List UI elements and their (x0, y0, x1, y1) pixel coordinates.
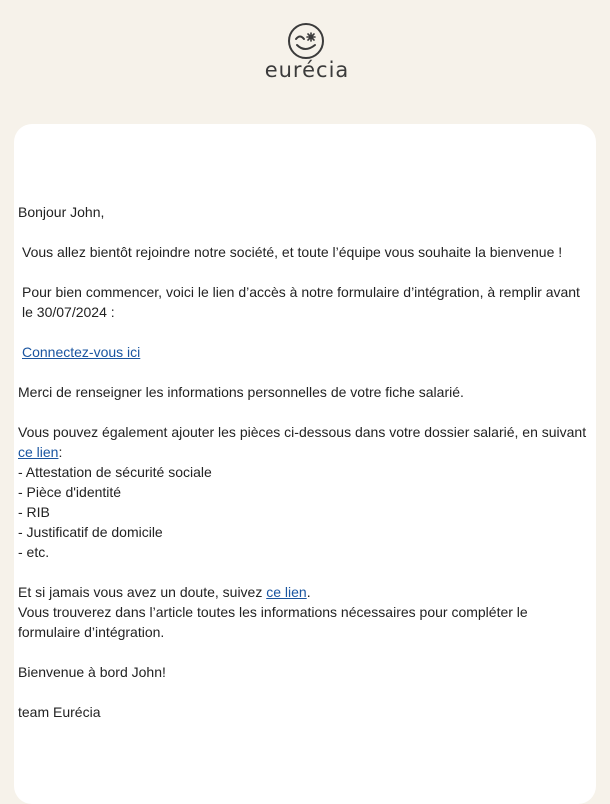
welcome-aboard: Bienvenue à bord John! (18, 664, 166, 680)
list-item: - RIB (18, 504, 50, 520)
article-info-text: Vous trouverez dans l’article toutes les informations nécessaires pour compléter le formulaire d’intégration. (18, 604, 528, 640)
eurecia-logo-icon (286, 21, 326, 61)
doubt-section (18, 582, 588, 642)
email-header (0, 0, 610, 120)
list-item: - etc. (18, 544, 50, 560)
signature: team Eurécia (18, 704, 101, 720)
brand-wordmark: eurécia (264, 58, 350, 82)
list-item: - Attestation de sécurité sociale (18, 464, 212, 480)
email-content (18, 202, 588, 742)
documents-list (18, 462, 588, 562)
greeting: Bonjour John, (18, 204, 105, 220)
welcome-message: Vous allez bientôt rejoindre notre société, et toute l’équipe vous souhaite la bienvenue ! (22, 244, 563, 260)
help-article-link[interactable]: ce lien (266, 584, 307, 600)
doubt-suffix: . (306, 584, 311, 600)
intro-message: Pour bien commencer, voici le lien d’accès à notre formulaire d’intégration, à remplir avant le 30/07/2024 : (22, 284, 580, 320)
connect-link[interactable]: Connectez-vous ici (22, 344, 141, 360)
documents-link[interactable]: ce lien (18, 444, 59, 460)
list-item: - Justificatif de domicile (18, 524, 163, 540)
documents-intro-text: Vous pouvez également ajouter les pièces ci-dessous dans votre dossier salarié, en suivant (18, 424, 587, 440)
doubt-text: Et si jamais vous avez un doute, suivez (18, 584, 267, 600)
fill-info-message: Merci de renseigner les informations personnelles de votre fiche salarié. (18, 384, 464, 400)
connect-line (18, 342, 588, 362)
documents-intro-suffix: : (58, 444, 63, 460)
email-body-card (14, 124, 596, 804)
list-item: - Pièce d'identité (18, 484, 122, 500)
documents-intro (18, 422, 588, 462)
